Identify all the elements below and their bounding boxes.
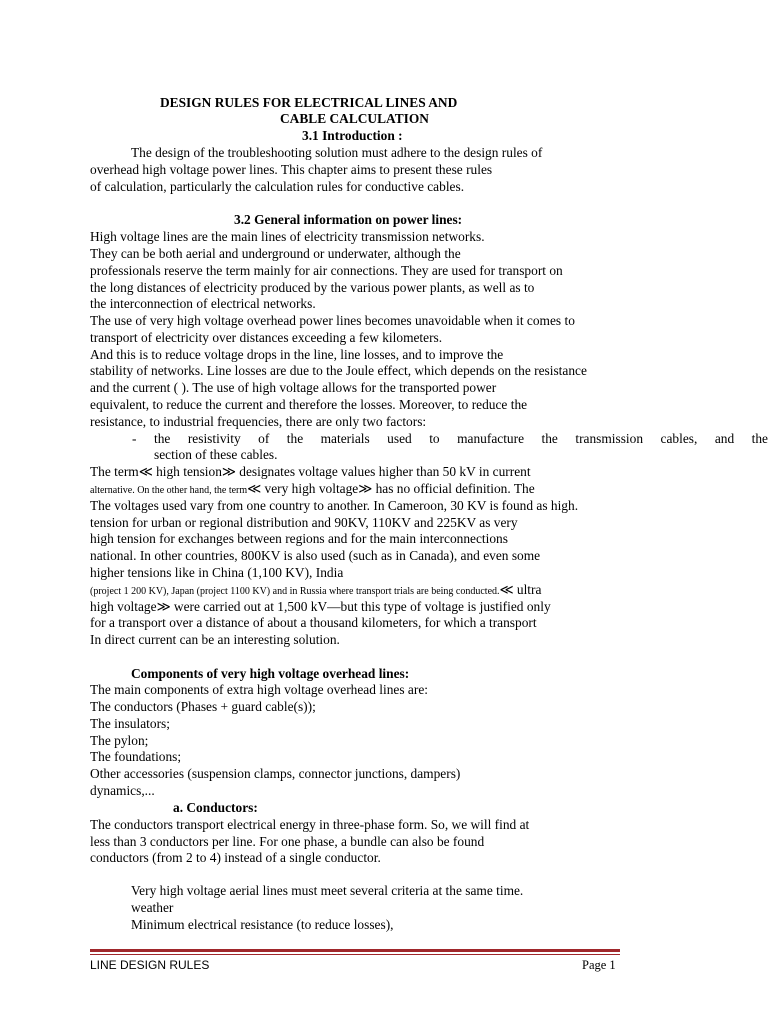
paragraph-line: They can be both aerial and underground or underwater, although the xyxy=(90,246,461,261)
small-text: alternative. On the other hand, the term xyxy=(90,485,248,496)
list-item: Other accessories (suspension clamps, connector junctions, dampers) xyxy=(90,766,461,781)
paragraph-line: transport of electricity over distances exceeding a few kilometers. xyxy=(90,330,443,345)
text-run: ≪ ultra xyxy=(499,582,542,597)
document-title-line1: DESIGN RULES FOR ELECTRICAL LINES AND xyxy=(160,95,458,110)
paragraph-line: equivalent, to reduce the current and therefore the losses. Moreover, to reduce the xyxy=(90,397,528,412)
paragraph-line: and the current ( ). The use of high voltage allows for the transported power xyxy=(90,380,497,395)
document-title-line2: CABLE CALCULATION xyxy=(280,111,429,126)
paragraph-line: of calculation, particularly the calculation rules for conductive cables. xyxy=(90,179,465,194)
paragraph-line: High voltage lines are the main lines of electricity transmission networks. xyxy=(90,229,485,244)
bullet-text: the resistivity of the materials used to manufacture the transmission cables, and the xyxy=(154,431,768,446)
paragraph-line: And this is to reduce voltage drops in the line, line losses, and to improve the xyxy=(90,347,504,362)
paragraph-line: The voltages used vary from one country to another. In Cameroon, 30 KV is found as high. xyxy=(90,498,579,513)
paragraph-line: The main components of extra high voltage overhead lines are: xyxy=(90,682,428,697)
bullet-marker: - xyxy=(132,431,137,446)
paragraph-line: the long distances of electricity produced by the various power plants, as well as to xyxy=(90,280,535,295)
section-3-2-heading: 3.2 General information on power lines: xyxy=(234,212,463,227)
paragraph-line: resistance, to industrial frequencies, there are only two factors: xyxy=(90,414,427,429)
bullet-continuation: section of these cables. xyxy=(154,447,278,462)
footer-divider xyxy=(90,949,620,952)
paragraph-line: Very high voltage aerial lines must meet several criteria at the same time. xyxy=(131,883,524,898)
paragraph-line: The design of the troubleshooting solution must adhere to the design rules of xyxy=(131,145,543,160)
paragraph-line: The use of very high voltage overhead power lines becomes unavoidable when it comes to xyxy=(90,313,575,328)
paragraph-line: higher tensions like in China (1,100 KV), India xyxy=(90,565,344,580)
paragraph-line: stability of networks. Line losses are due to the Joule effect, which depends on the resistance xyxy=(90,363,587,378)
footer-divider-thin xyxy=(90,954,620,955)
paragraph-line: Minimum electrical resistance (to reduce losses), xyxy=(131,917,394,932)
paragraph-line: national. In other countries, 800KV is also used (such as in Canada), and even some xyxy=(90,548,541,563)
paragraph-line: high voltage≫ were carried out at 1,500 kV—but this type of voltage is justified only xyxy=(90,599,551,614)
list-item: dynamics,... xyxy=(90,783,155,798)
paragraph-line: less than 3 conductors per line. For one phase, a bundle can also be found xyxy=(90,834,485,849)
list-item: The insulators; xyxy=(90,716,170,731)
components-heading: Components of very high voltage overhead lines: xyxy=(131,666,410,681)
paragraph-line: overhead high voltage power lines. This chapter aims to present these rules xyxy=(90,162,493,177)
conductors-heading: a. Conductors: xyxy=(173,800,258,815)
footer-title: LINE DESIGN RULES xyxy=(90,958,210,972)
paragraph-line: the interconnection of electrical networks. xyxy=(90,296,316,311)
section-3-1-heading: 3.1 Introduction : xyxy=(302,128,403,143)
list-item: The foundations; xyxy=(90,749,182,764)
paragraph-line: conductors (from 2 to 4) instead of a single conductor. xyxy=(90,850,381,865)
text-run: ≪ very high voltage≫ has no official definition. The xyxy=(247,481,535,496)
paragraph-line: high tension for exchanges between regions and for the main interconnections xyxy=(90,531,508,546)
paragraph-line: for a transport over a distance of about a thousand kilometers, for which a transport xyxy=(90,615,537,630)
paragraph-line: In direct current can be an interesting solution. xyxy=(90,632,340,647)
list-item: The pylon; xyxy=(90,733,149,748)
small-text: (project 1 200 KV), Japan (project 1100 KV) and in Russia where transport trials are being conducted. xyxy=(90,586,500,597)
paragraph-line: professionals reserve the term mainly for air connections. They are used for transport on xyxy=(90,263,563,278)
page-number: Page 1 xyxy=(582,958,616,972)
paragraph-line: The term≪ high tension≫ designates voltage values higher than 50 kV in current xyxy=(90,464,531,479)
paragraph-line: The conductors transport electrical energy in three-phase form. So, we will find at xyxy=(90,817,530,832)
paragraph-line: weather xyxy=(131,900,174,915)
list-item: The conductors (Phases + guard cable(s)); xyxy=(90,699,316,714)
paragraph-line: tension for urban or regional distribution and 90KV, 110KV and 225KV as very xyxy=(90,515,518,530)
